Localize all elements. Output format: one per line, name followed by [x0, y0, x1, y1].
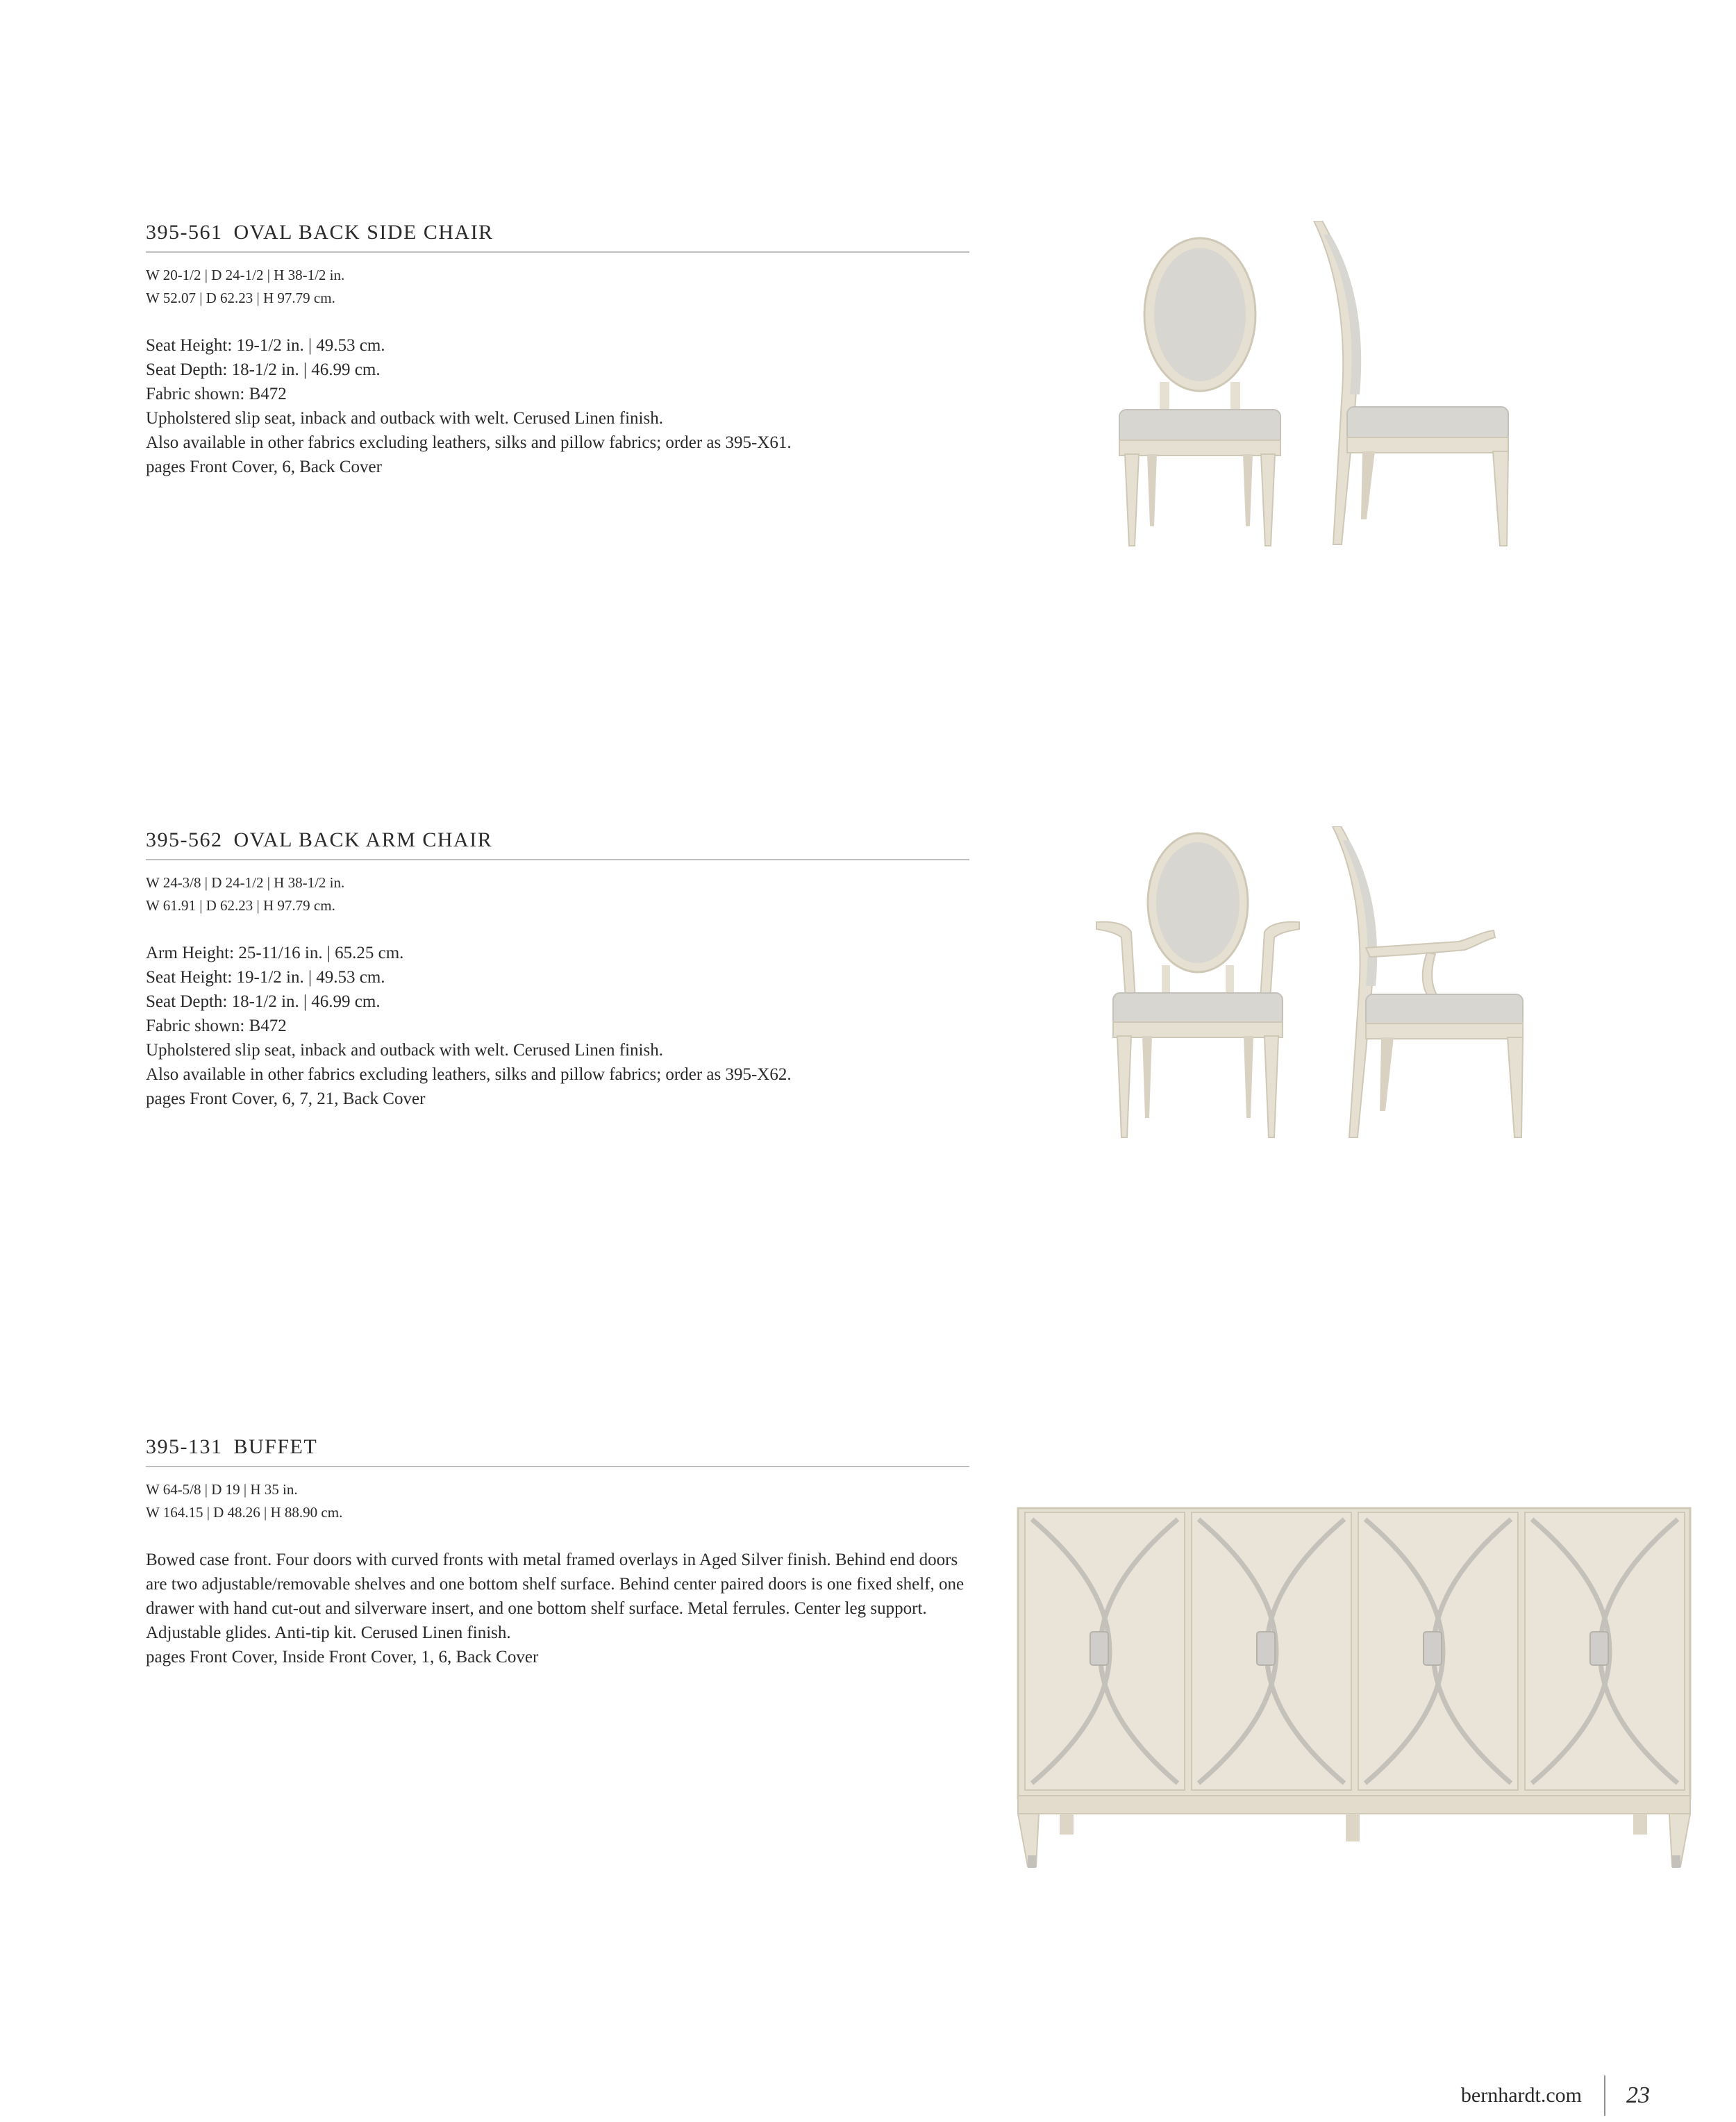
detail-arm-height: Arm Height: 25-11/16 in. | 65.25 cm.	[146, 944, 404, 962]
product-code: 395-561	[146, 221, 223, 244]
website-link[interactable]: bernhardt.com	[1460, 2084, 1582, 2107]
detail-seat-depth: Seat Depth: 18-1/2 in. | 46.99 cm.	[146, 360, 381, 379]
product-name: BUFFET	[233, 1435, 318, 1458]
product-name: OVAL BACK ARM CHAIR	[233, 828, 493, 851]
detail-seat-depth: Seat Depth: 18-1/2 in. | 46.99 cm.	[146, 992, 381, 1011]
product-code: 395-562	[146, 828, 223, 851]
detail-fabric: Fabric shown: B472	[146, 385, 287, 403]
side-chair-front-image	[1111, 221, 1292, 554]
product-details	[146, 1548, 969, 1669]
detail-construction: Upholstered slip seat, inback and outback with welt. Cerused Linen finish.	[146, 409, 663, 428]
product-title	[146, 1435, 969, 1467]
dimensions-cm: W 52.07 | D 62.23 | H 97.79 cm.	[146, 290, 335, 306]
detail-pages: pages Front Cover, 6, 7, 21, Back Cover	[146, 1089, 426, 1108]
product-title	[146, 221, 969, 253]
detail-description: Bowed case front. Four doors with curved fronts with metal framed overlays in Aged Silver finish. Behind end doors are two adjustable/removable shelves and one bottom shelf surface. Behind center paired doors is one fixed shelf, one drawer with hand cut-out and silverware insert, and one bottom shelf surface. Metal ferrules. Center leg support. Adjustable glides. Anti-tip kit. Cerused Linen finish.	[146, 1551, 965, 1642]
product-dimensions	[146, 1478, 969, 1524]
detail-seat-height: Seat Height: 19-1/2 in. | 49.53 cm.	[146, 336, 385, 355]
arm-chair-front-image	[1094, 826, 1302, 1146]
buffet-image	[1014, 1500, 1694, 1875]
dimensions-inches: W 64-5/8 | D 19 | H 35 in.	[146, 1481, 298, 1498]
side-chair-profile-image	[1305, 221, 1535, 554]
dimensions-cm: W 164.15 | D 48.26 | H 88.90 cm.	[146, 1504, 343, 1521]
product-dimensions	[146, 264, 969, 310]
product-arm-chair	[146, 828, 969, 1111]
detail-fabric: Fabric shown: B472	[146, 1017, 287, 1035]
detail-availability: Also available in other fabrics excluding leathers, silks and pillow fabrics; order as 395-X61.	[146, 433, 792, 452]
detail-pages: pages Front Cover, Inside Front Cover, 1, 6, Back Cover	[146, 1648, 539, 1666]
arm-chair-profile-image	[1323, 826, 1538, 1146]
product-code: 395-131	[146, 1435, 223, 1458]
detail-pages: pages Front Cover, 6, Back Cover	[146, 458, 382, 476]
product-details	[146, 333, 969, 479]
product-buffet	[146, 1435, 969, 1669]
detail-construction: Upholstered slip seat, inback and outback with welt. Cerused Linen finish.	[146, 1041, 663, 1060]
product-side-chair	[146, 221, 969, 479]
product-title	[146, 828, 969, 860]
page-number: 23	[1626, 2082, 1650, 2108]
dimensions-inches: W 20-1/2 | D 24-1/2 | H 38-1/2 in.	[146, 267, 345, 283]
product-name: OVAL BACK SIDE CHAIR	[233, 221, 494, 244]
product-details	[146, 941, 969, 1111]
dimensions-cm: W 61.91 | D 62.23 | H 97.79 cm.	[146, 897, 335, 914]
page-footer	[1461, 2075, 1650, 2116]
detail-availability: Also available in other fabrics excluding leathers, silks and pillow fabrics; order as 395-X62.	[146, 1065, 792, 1084]
dimensions-inches: W 24-3/8 | D 24-1/2 | H 38-1/2 in.	[146, 874, 345, 891]
product-dimensions	[146, 871, 969, 917]
detail-seat-height: Seat Height: 19-1/2 in. | 49.53 cm.	[146, 968, 385, 987]
